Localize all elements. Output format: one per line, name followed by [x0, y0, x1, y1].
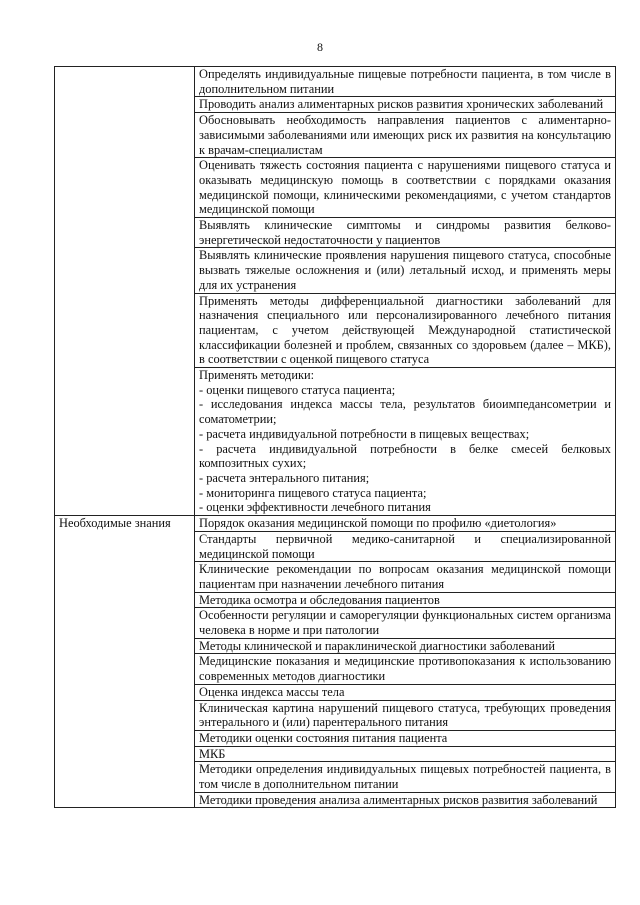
skills-label-cell	[55, 67, 195, 516]
knowledge-item: МКБ	[195, 746, 616, 762]
knowledge-item: Стандарты первичной медико-санитарной и специализированной медицинской помощи	[195, 531, 616, 561]
knowledge-item: Методы клинической и параклинической диагностики заболеваний	[195, 638, 616, 654]
knowledge-label: Необходимые знания	[55, 516, 195, 808]
knowledge-item: Методики определения индивидуальных пищевых потребностей пациента, в том числе в дополнительном питании	[195, 762, 616, 792]
knowledge-item: Методики проведения анализа алиментарных рисков развития заболеваний	[195, 792, 616, 808]
skill-item: Выявлять клинические проявления нарушения пищевого статуса, способные вызвать тяжелые осложнения и (или) летальный исход, и применять меры для их устранения	[195, 248, 616, 293]
table-row	[55, 516, 616, 532]
knowledge-item: Особенности регуляции и саморегуляции функциональных систем организма человека в норме и при патологии	[195, 608, 616, 638]
methods-item: - расчета индивидуальной потребности в белке смесей белковых композитных сухих;	[199, 441, 611, 471]
skill-item: Выявлять клинические симптомы и синдромы развития белково-энергетической недостаточности у пациентов	[195, 218, 616, 248]
methods-item: - мониторинга пищевого статуса пациента;	[199, 485, 427, 500]
knowledge-item: Методика осмотра и обследования пациентов	[195, 592, 616, 608]
skill-item: Проводить анализ алиментарных рисков развития хронических заболеваний	[195, 97, 616, 113]
knowledge-item: Клиническая картина нарушений пищевого статуса, требующих проведения энтерального и (или) парентерального питания	[195, 700, 616, 730]
table-row	[55, 67, 616, 97]
methods-cell	[195, 368, 616, 516]
competency-table	[54, 66, 616, 808]
skill-item: Определять индивидуальные пищевые потребности пациента, в том числе в дополнительном питании	[195, 67, 616, 97]
methods-item: - оценки пищевого статуса пациента;	[199, 382, 396, 397]
methods-item: - оценки эффективности лечебного питания	[199, 500, 431, 515]
knowledge-item: Медицинские показания и медицинские противопоказания к использованию современных методов диагностики	[195, 654, 616, 684]
skill-item: Применять методы дифференциальной диагностики заболеваний для назначения специального или персонализированного лечебного питания пациентам, с учетом действующей Международной статистической классификации болезней и проблем, связанных со здоровьем (далее – МКБ), в соответствии с оценкой пищевого статуса	[195, 293, 616, 368]
methods-item: - расчета энтерального питания;	[199, 470, 370, 485]
knowledge-item: Оценка индекса массы тела	[195, 684, 616, 700]
methods-item: - расчета индивидуальной потребности в пищевых веществах;	[199, 426, 530, 441]
methods-item: - исследования индекса массы тела, результатов биоимпедансометрии и соматометрии;	[199, 397, 611, 427]
skill-item: Обосновывать необходимость направления пациентов с алиментарно-зависимыми заболеваниями или имеющих риск их развития на консультацию к врачам-специалистам	[195, 113, 616, 158]
knowledge-item: Порядок оказания медицинской помощи по профилю «диетология»	[195, 516, 616, 532]
knowledge-item: Методики оценки состояния питания пациента	[195, 730, 616, 746]
knowledge-item: Клинические рекомендации по вопросам оказания медицинской помощи пациентам при назначении лечебного питания	[195, 562, 616, 592]
methods-intro: Применять методики:	[199, 368, 315, 383]
page-number: 8	[317, 40, 323, 54]
skill-item: Оценивать тяжесть состояния пациента с нарушениями пищевого статуса и оказывать медицинскую помощь в соответствии с порядками оказания медицинской помощи, клиническими рекомендациями, с учетом стандартов медицинской помощи	[195, 158, 616, 218]
